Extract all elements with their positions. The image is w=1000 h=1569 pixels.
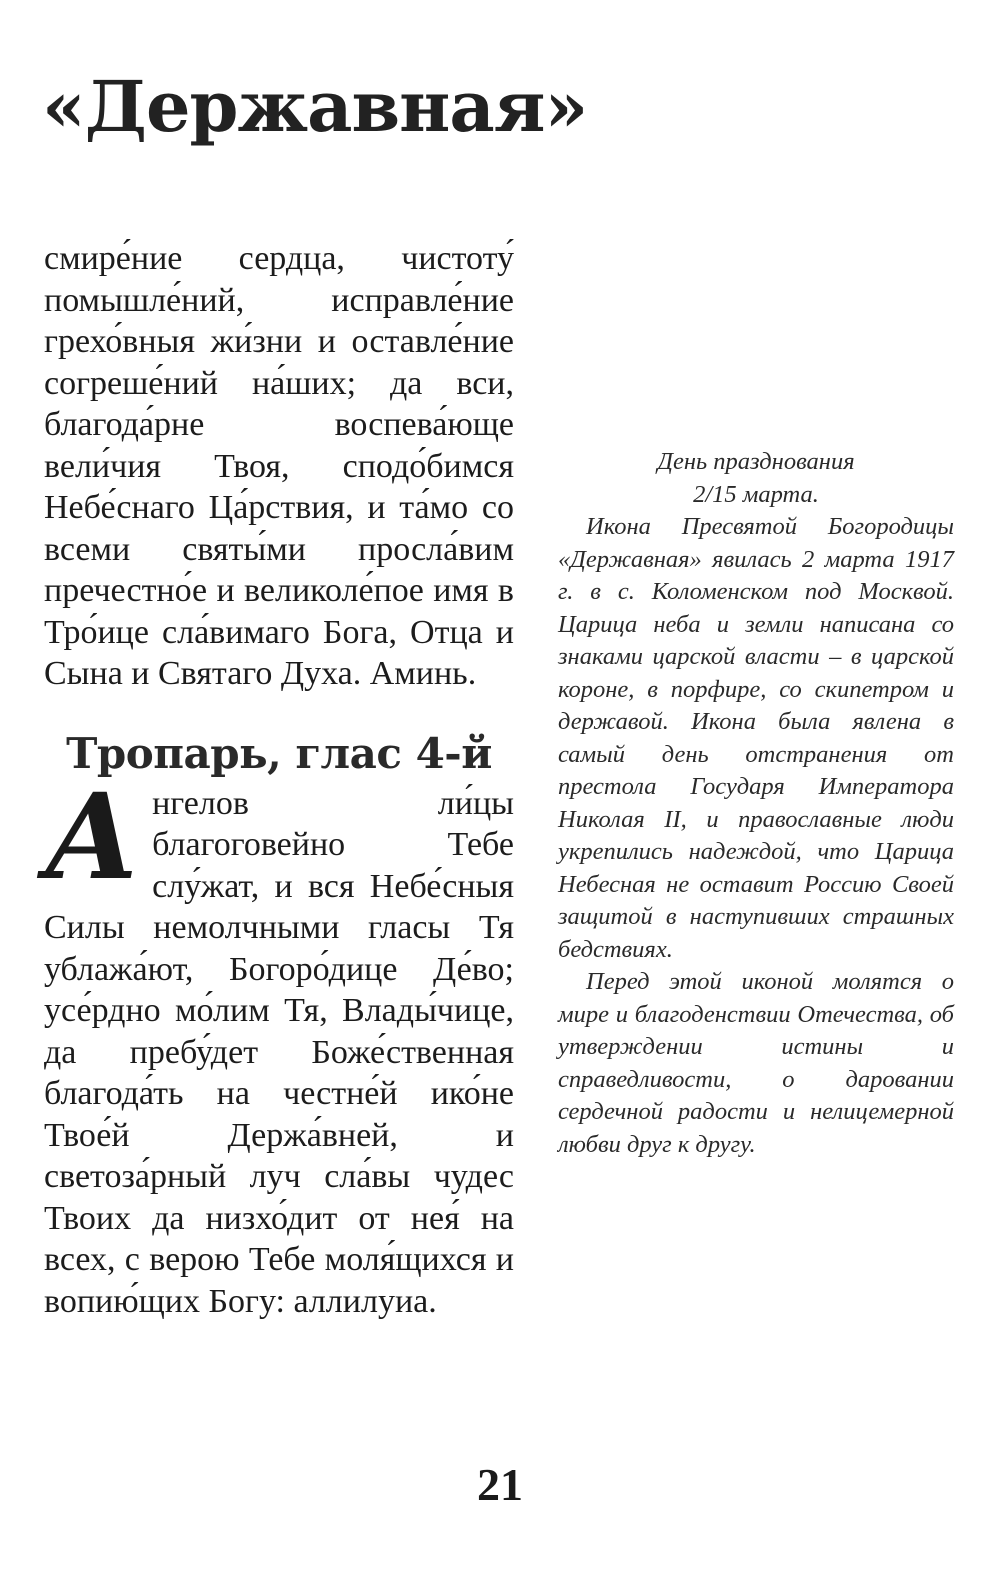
feast-sidebar (558, 446, 954, 1161)
page-title: «Державная» (42, 65, 588, 148)
drop-cap-letter: А (44, 766, 141, 906)
page-number: 21 (477, 1459, 523, 1510)
troparion-text-block (44, 766, 514, 1323)
troparion-heading: Тропарь, глас 4-й (66, 728, 492, 778)
troparion-text: нгелов ли́цы благоговейно Тебе слу́жат, и вся Небе́сныя Силы немолчными гласы Тя ублажа́ют, Богоро́дице Де́во; усе́рдно мо́лим Тя, Влады́чице, да пребу́дет Боже́ственная благода́ть на честне́й ико́не Твое́й Держа́вней, и светоза́рный луч сла́вы чудес Твоих да низхо́дит от нея́ на всех, с верою Тебе моля́щихся и вопию́щих Богу: аллилуиа. (44, 784, 514, 1320)
prayer-intentions-paragraph: Перед этой иконой молятся о мире и благоденствии Отечества, об утверждении истины и справедливости, о даровании сердечной радости и нелицемерной любви друг к другу. (558, 968, 954, 1158)
feast-date: 2/15 марта. (693, 480, 819, 508)
prayer-continuation: смире́ние сердца, чистоту́ помышле́ний, исправле́ние грехо́вныя жи́зни и оставле́ние согреше́ний на́ших; да вси, благода́рне воспева́юще вели́чия Твоя, сподо́бимся Небе́снаго Ца́рствия, и та́мо со всеми святы́ми просла́вим пречестно́е и великоле́поe имя в Тро́ице сла́вимаго Бога, Отца и Сына и Святаго Духа. Аминь. (44, 240, 514, 692)
icon-history-paragraph: Икона Пресвятой Богородицы «Державная» явилась 2 марта 1917 г. в с. Коломенском под Москвой. Царица неба и земли написана со знаками царской власти – в царской короне, в порфире, со скипетром и державой. Икона была явлена в самый день отстранения от престола Государя Императора Николая II, и православные люди укрепились надеждой, что Царица Небесная не оставит Россию Своей защитой в наступивших страшных бедствиях. (558, 513, 954, 963)
feast-label: День празднования (657, 448, 855, 475)
prayer-column (44, 238, 514, 1322)
